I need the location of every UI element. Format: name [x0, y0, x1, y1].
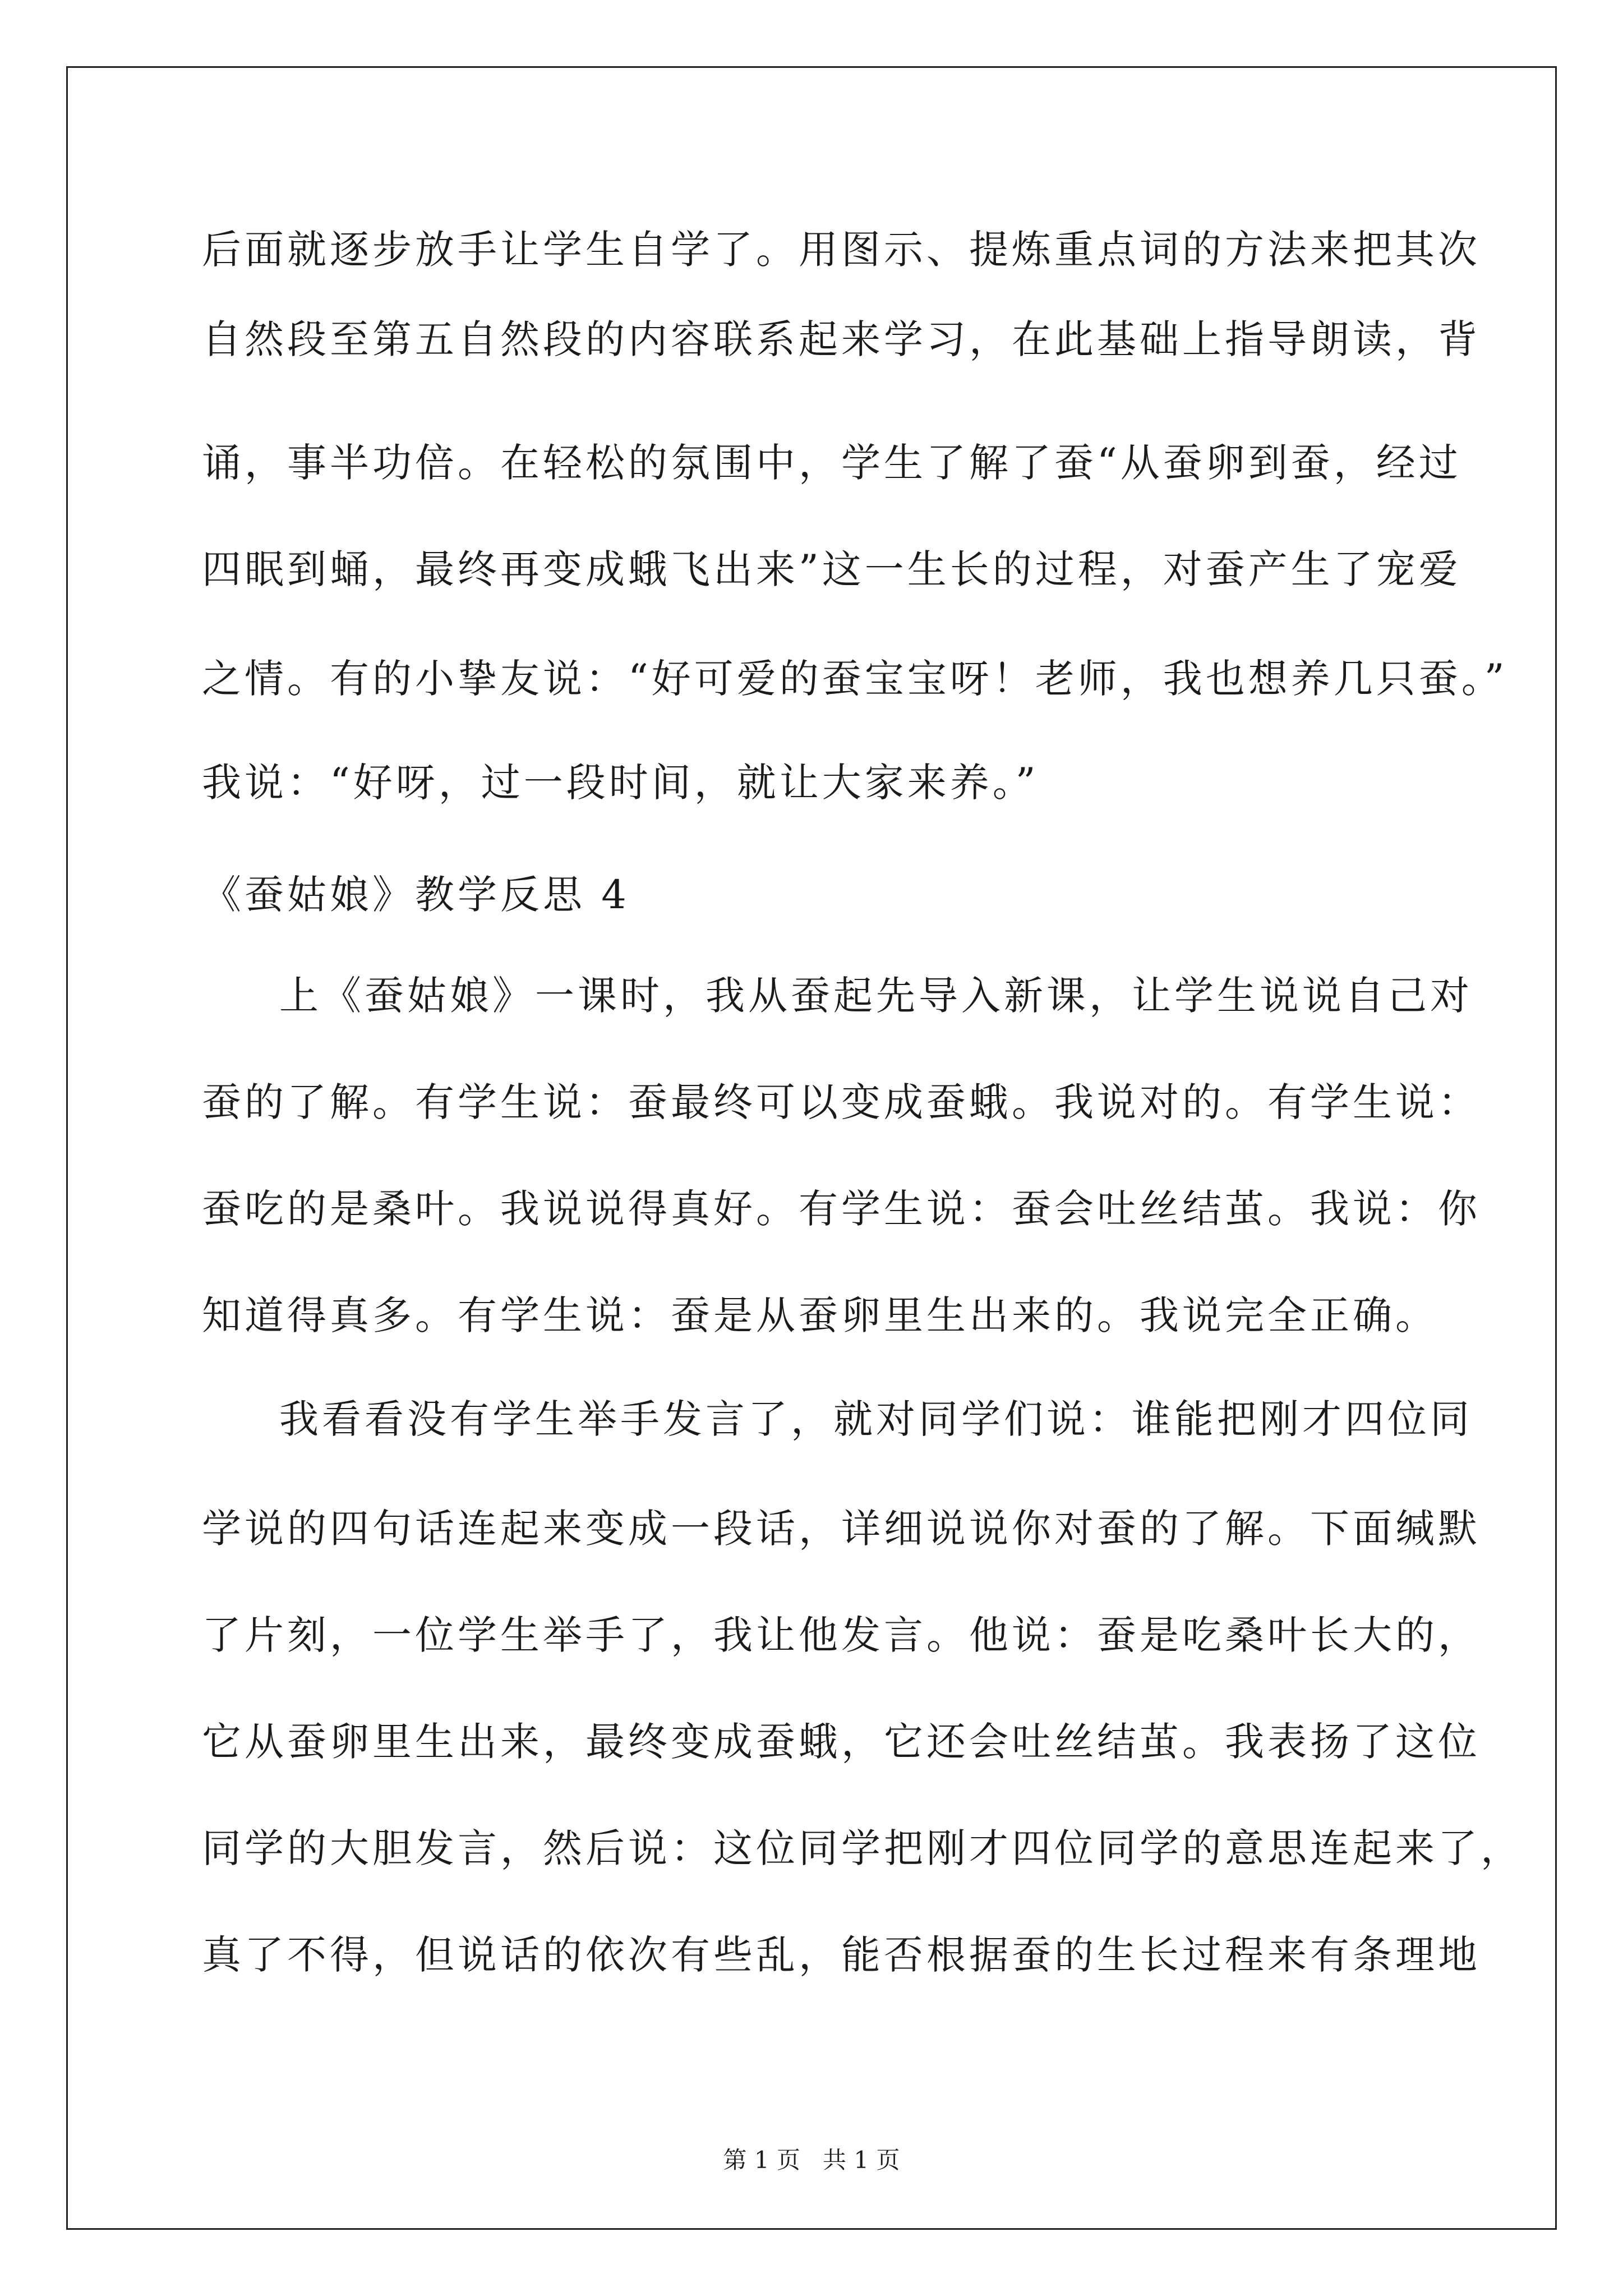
body-line-16: 同学的大胆发言，然后说：这位同学把刚才四位同学的意思连起来了， [202, 1825, 1523, 1871]
body-line-1: 后面就逐步放手让学生自学了。用图示、提炼重点词的方法来把其次 [202, 227, 1481, 273]
body-line-6: 我说：“好呀，过一段时间，就让大家来养。” [202, 760, 1039, 806]
body-line-14: 了片刻，一位学生举手了，我让他发言。他说：蚕是吃桑叶长大的， [202, 1612, 1481, 1658]
body-line-12: 我看看没有学生举手发言了，就对同学们说：谁能把刚才四位同 [279, 1396, 1473, 1442]
page-footer: 第 1 页 共 1 页 [723, 2146, 900, 2174]
body-line-11: 知道得真多。有学生说：蚕是从蚕卵里生出来的。我说完全正确。 [202, 1292, 1438, 1338]
body-line-4: 四眠到蛹，最终再变成蛾飞出来”这一生长的过程，对蚕产生了宠爱 [202, 546, 1461, 592]
body-line-10: 蚕吃的是桑叶。我说说得真好。有学生说：蚕会吐丝结茧。我说：你 [202, 1186, 1481, 1232]
body-line-15: 它从蚕卵里生出来，最终变成蚕蛾，它还会吐丝结茧。我表扬了这位 [202, 1719, 1481, 1765]
body-line-17: 真了不得，但说话的依次有些乱，能否根据蚕的生长过程来有条理地 [202, 1932, 1481, 1978]
body-line-2: 自然段至第五自然段的内容联系起来学习，在此基础上指导朗读，背 [202, 316, 1481, 362]
body-line-9: 蚕的了解。有学生说：蚕最终可以变成蚕蛾。我说对的。有学生说： [202, 1079, 1481, 1125]
page-frame [66, 66, 1557, 2230]
body-line-5: 之情。有的小挚友说：“好可爱的蚕宝宝呀！老师，我也想养几只蚕。” [202, 656, 1508, 702]
section-heading: 《蚕姑娘》教学反思 4 [202, 872, 630, 918]
body-line-3: 诵，事半功倍。在轻松的氛围中，学生了解了蚕“从蚕卵到蚕，经过 [202, 440, 1461, 486]
body-line-8: 上《蚕姑娘》一课时，我从蚕起先导入新课，让学生说说自己对 [279, 973, 1473, 1019]
body-line-13: 学说的四句话连起来变成一段话，详细说说你对蚕的了解。下面缄默 [202, 1506, 1481, 1552]
